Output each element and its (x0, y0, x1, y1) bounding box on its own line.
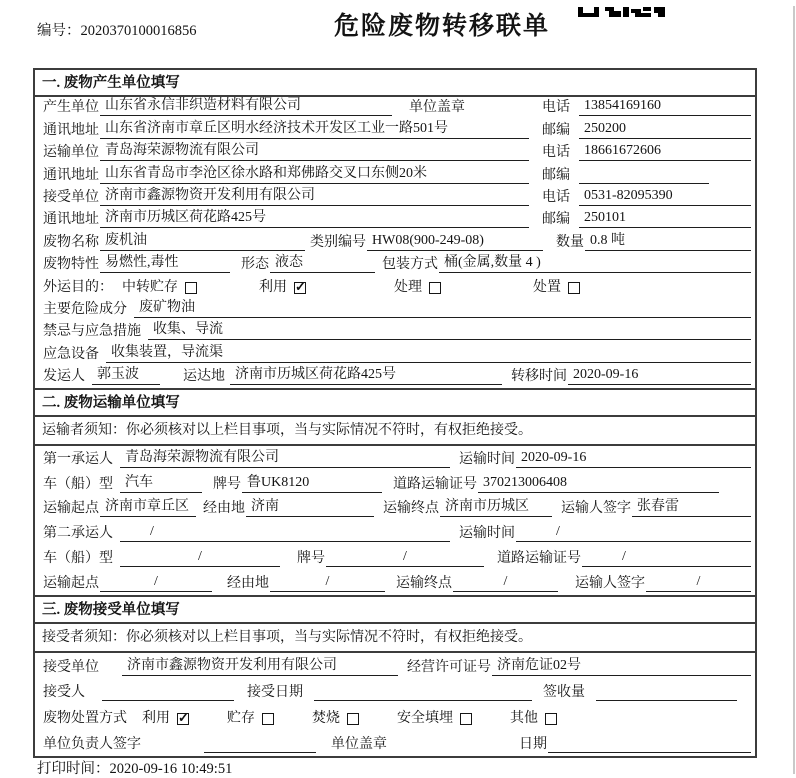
row-route1 (35, 496, 755, 521)
quantity-value: 0.8 吨 (585, 233, 751, 251)
permit2-value: / (582, 549, 751, 567)
addr3-value: 济南市历城区荷花路425号 (100, 210, 529, 228)
document-title: 危险废物转移联单 (333, 13, 550, 40)
addr2-label: 通讯地址 (43, 167, 99, 183)
amount-label: 签收量 (543, 685, 585, 701)
checkbox-disposal-storage-icon (262, 713, 274, 725)
permit1-label: 道路运输证号 (393, 476, 477, 492)
row-emergency-equipment (35, 343, 755, 365)
checkbox-disposal-other-icon (545, 713, 557, 725)
checkbox-disposal-incinerate-icon (347, 713, 359, 725)
row-shipper (35, 366, 755, 388)
character-value: 易燃性,毒性 (100, 255, 230, 273)
print-time-label: 打印时间： (37, 761, 110, 777)
checkbox-transfer-storage-icon (185, 282, 197, 294)
section-receiver (35, 595, 755, 756)
plate2-value: / (326, 549, 484, 567)
carrier2-value: / (120, 524, 450, 542)
unit-value: 济南市鑫源物资开发利用有限公司 (122, 658, 398, 676)
document-header (0, 6, 796, 60)
disposal-option-landfill (397, 711, 472, 727)
quantity-label: 数量 (556, 234, 584, 250)
waste-name-value: 废机油 (100, 233, 305, 251)
zip1-value: 250200 (579, 121, 751, 139)
row-taboo-measures (35, 321, 755, 343)
row-receiving-unit (35, 653, 755, 679)
phone1-value: 13854169160 (579, 98, 751, 116)
waste-name-label: 废物名称 (43, 234, 99, 250)
row-receiver-address (35, 209, 755, 231)
page-edge-line (793, 6, 795, 774)
addr1-label: 通讯地址 (43, 122, 99, 138)
zip2-value (579, 169, 709, 184)
end1-label: 运输终点 (383, 501, 439, 517)
head-sign-label: 单位负责人签字 (43, 737, 141, 753)
phone3-label: 电话 (542, 189, 570, 205)
date2-label: 日期 (519, 737, 547, 753)
receiver-label: 接受单位 (43, 189, 99, 205)
purpose-option-dispose (533, 280, 580, 296)
row-disposal-method (35, 704, 755, 730)
serial-number-line (37, 19, 197, 40)
row-waste-name (35, 231, 755, 253)
disposal-option-incinerate (312, 711, 359, 727)
origin2-label: 运输起点 (43, 575, 99, 591)
equipment-label: 应急设备 (43, 346, 99, 362)
disposal-option-label: 焚烧 (312, 711, 340, 727)
end1-value: 济南市历城区 (440, 499, 552, 517)
destination-label: 运达地 (183, 369, 225, 385)
via2-value: / (270, 574, 385, 592)
transporter-value: 青岛海荣源物流有限公司 (100, 143, 529, 161)
origin1-value: 济南市章丘区 (100, 499, 196, 517)
person-label: 接受人 (43, 685, 85, 701)
permit2-label: 道路运输证号 (497, 551, 581, 567)
serial-label: 编号： (37, 23, 81, 39)
time1-label: 运输时间 (459, 451, 515, 467)
license-value: 济南危证02号 (492, 658, 751, 676)
disposal-option-label: 利用 (142, 711, 170, 727)
sign1-label: 运输人签字 (561, 501, 631, 517)
plate1-label: 牌号 (213, 476, 241, 492)
row-first-carrier (35, 446, 755, 471)
row-second-carrier (35, 520, 755, 545)
via2-label: 经由地 (227, 575, 269, 591)
origin2-value: / (100, 574, 212, 592)
date2-value (548, 738, 751, 753)
purpose-option-utilize (259, 280, 306, 296)
vehicle1-value: 汽车 (120, 475, 202, 493)
purpose-option-treat (394, 280, 441, 296)
checkbox-dispose-icon (568, 282, 580, 294)
vehicle2-value: / (120, 549, 280, 567)
addr2-value: 山东省青岛市李沧区徐水路和郑佛路交叉口东侧20米 (100, 166, 529, 184)
row-producer (35, 97, 755, 119)
checkbox-treat-icon (429, 282, 441, 294)
taboo-label: 禁忌与应急措施 (43, 324, 141, 340)
transfer-manifest-form (33, 68, 757, 758)
unit-seal2-label: 单位盖章 (331, 737, 387, 753)
category-label: 类别编号 (310, 234, 366, 250)
person-value (102, 686, 234, 701)
sign1-value: 张春雷 (632, 499, 751, 517)
phone2-label: 电话 (542, 145, 570, 161)
amount-value (596, 686, 737, 701)
purpose-option-label: 处置 (533, 279, 561, 295)
purpose-option-label: 利用 (259, 279, 287, 295)
carrier1-value: 青岛海荣源物流有限公司 (120, 450, 450, 468)
head-sign-value (204, 738, 316, 753)
sign2-value: / (646, 574, 751, 592)
row-route2 (35, 570, 755, 595)
row-responsible-signature (35, 730, 755, 756)
origin1-label: 运输起点 (43, 501, 99, 517)
serial-number: 2020370100016856 (80, 23, 197, 39)
section1-heading: 一. 废物产生单位填写 (35, 70, 755, 97)
permit1-value: 370213006408 (478, 475, 719, 493)
phone1-label: 电话 (542, 100, 570, 116)
disposal-option-storage (227, 711, 274, 727)
unit-label: 接受单位 (43, 659, 99, 675)
row-transfer-purpose (35, 276, 755, 298)
phone2-value: 18661672606 (579, 143, 751, 161)
zip3-value: 250101 (579, 210, 751, 228)
form-value: 液态 (270, 255, 375, 273)
purpose-option-label: 中转贮存 (122, 279, 178, 295)
shipper-label: 发运人 (43, 369, 85, 385)
vehicle2-label: 车（船）型 (43, 551, 113, 567)
zip1-label: 邮编 (542, 122, 570, 138)
producer-label: 产生单位 (43, 100, 99, 116)
phone3-value: 0531-82095390 (579, 188, 751, 206)
packing-label: 包装方式 (382, 257, 438, 273)
plate1-value: 鲁UK8120 (242, 475, 382, 493)
time1-value: 2020-09-16 (516, 450, 751, 468)
checkbox-disposal-landfill-icon (460, 713, 472, 725)
end2-label: 运输终点 (396, 575, 452, 591)
carrier2-label: 第二承运人 (43, 526, 113, 542)
purpose-option-transfer-storage (122, 280, 197, 296)
checkbox-disposal-utilize-icon (177, 713, 189, 725)
producer-value: 山东省永信非织造材料有限公司 (100, 98, 392, 116)
equipment-value: 收集装置，导流渠 (106, 345, 751, 363)
receive-date-value (314, 686, 532, 701)
receiver-notice: 接受者须知：你必须核对以上栏目事项，当与实际情况不符时，有权拒绝接受。 (35, 624, 755, 653)
disposal-option-utilize (142, 711, 189, 727)
disposal-option-label: 贮存 (227, 711, 255, 727)
packing-value: 桶(金属,数量 4 ) (439, 255, 751, 273)
section-transporter (35, 388, 755, 595)
section3-heading: 三. 废物接受单位填写 (35, 597, 755, 624)
purpose-option-label: 处理 (394, 279, 422, 295)
character-label: 废物特性 (43, 257, 99, 273)
disposal-option-other (510, 711, 557, 727)
print-time-value: 2020-09-16 10:49:51 (109, 761, 233, 777)
row-receiving-person (35, 679, 755, 705)
time2-value: / (516, 524, 751, 542)
transporter-notice: 运输者须知：你必须核对以上栏目事项，当与实际情况不符时，有权拒绝接受。 (35, 417, 755, 446)
vehicle1-label: 车（船）型 (43, 476, 113, 492)
via1-value: 济南 (246, 499, 374, 517)
hazard-label: 主要危险成分 (43, 301, 127, 317)
zip3-label: 邮编 (542, 212, 570, 228)
taboo-value: 收集、导流 (148, 322, 751, 340)
zip2-label: 邮编 (542, 167, 570, 183)
destination-value: 济南市历城区荷花路425号 (230, 367, 502, 385)
qr-code-fragment-icon (578, 6, 665, 22)
row-vehicle2 (35, 545, 755, 570)
receiver-value: 济南市鑫源物资开发利用有限公司 (100, 188, 529, 206)
form-label: 形态 (241, 257, 269, 273)
carrier1-label: 第一承运人 (43, 451, 113, 467)
disposal-option-label: 其他 (510, 711, 538, 727)
receive-date-label: 接受日期 (247, 685, 303, 701)
time2-label: 运输时间 (459, 526, 515, 542)
row-vehicle1 (35, 471, 755, 496)
shipper-value: 郭玉波 (92, 367, 160, 385)
plate2-label: 牌号 (297, 551, 325, 567)
section-generator (35, 70, 755, 388)
transfer-date-label: 转移时间 (511, 369, 567, 385)
unit-seal-label: 单位盖章 (409, 100, 465, 116)
end2-value: / (453, 574, 558, 592)
via1-label: 经由地 (203, 501, 245, 517)
addr3-label: 通讯地址 (43, 212, 99, 228)
row-transporter (35, 142, 755, 164)
license-label: 经营许可证号 (407, 659, 491, 675)
row-transporter-address (35, 164, 755, 186)
disposal-option-label: 安全填埋 (397, 711, 453, 727)
hazard-value: 废矿物油 (134, 300, 751, 318)
row-hazard-component (35, 299, 755, 321)
row-producer-address (35, 119, 755, 141)
addr1-value: 山东省济南市章丘区明水经济技术开发区工业一路501号 (100, 121, 529, 139)
transporter-label: 运输单位 (43, 145, 99, 161)
category-value: HW08(900-249-08) (367, 233, 543, 251)
purpose-label: 外运目的： (43, 279, 113, 295)
sign2-label: 运输人签字 (575, 575, 645, 591)
disposal-label: 废物处置方式 (43, 711, 127, 727)
row-waste-character (35, 254, 755, 276)
checkbox-utilize-icon (294, 282, 306, 294)
row-receiver (35, 187, 755, 209)
section2-heading: 二. 废物运输单位填写 (35, 390, 755, 417)
transfer-date-value: 2020-09-16 (568, 367, 751, 385)
